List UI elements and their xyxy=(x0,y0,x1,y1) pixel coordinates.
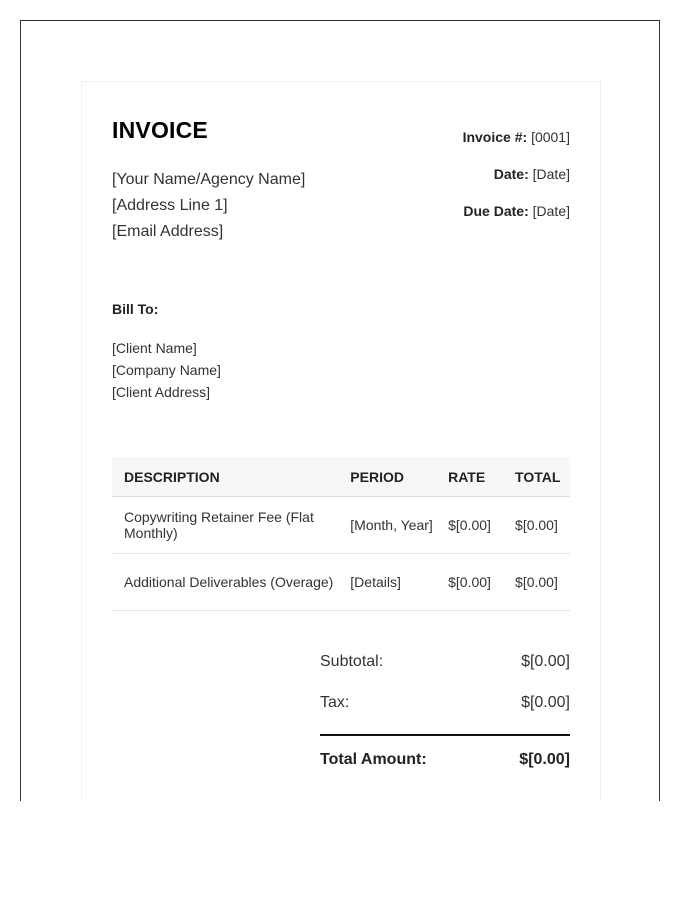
row-description: Additional Deliverables (Overage) xyxy=(112,554,338,611)
sender-block xyxy=(112,167,305,245)
invoice-date-row xyxy=(463,164,570,201)
sender-email: [Email Address] xyxy=(112,223,224,240)
header-description: DESCRIPTION xyxy=(112,457,338,497)
row-rate: $[0.00] xyxy=(436,497,503,554)
row-period: [Month, Year] xyxy=(338,497,436,554)
client-address: [Client Address] xyxy=(112,384,211,400)
table-header-row xyxy=(112,457,570,497)
subtotal-row xyxy=(320,650,570,691)
subtotal-value: $[0.00] xyxy=(521,653,570,670)
table-row xyxy=(112,497,570,554)
invoice-due-date-label: Due Date: xyxy=(463,203,529,219)
subtotal-label: Subtotal: xyxy=(320,653,384,670)
row-rate: $[0.00] xyxy=(436,554,503,611)
invoice-date-value: [Date] xyxy=(532,166,570,182)
sender-address: [Address Line 1] xyxy=(112,197,228,214)
company-name: [Company Name] xyxy=(112,362,221,378)
totals-block xyxy=(320,650,570,772)
sender-name: [Your Name/Agency Name] xyxy=(112,171,306,188)
invoice-title: INVOICE xyxy=(112,117,208,143)
total-amount-value: $[0.00] xyxy=(519,751,570,768)
invoice-date-label: Date: xyxy=(493,166,529,182)
invoice-due-date-row xyxy=(463,201,570,238)
tax-value: $[0.00] xyxy=(521,694,570,711)
tax-row xyxy=(320,691,570,732)
invoice-number-label: Invoice #: xyxy=(462,129,528,145)
line-items-table xyxy=(112,457,570,611)
bill-to-block xyxy=(112,337,221,403)
invoice-number-value: [0001] xyxy=(531,129,570,145)
client-name: [Client Name] xyxy=(112,340,197,356)
row-total: $[0.00] xyxy=(503,554,570,611)
totals-divider xyxy=(320,734,570,736)
row-description: Copywriting Retainer Fee (Flat Monthly) xyxy=(112,497,338,554)
header-total: TOTAL xyxy=(503,457,570,497)
header-period: PERIOD xyxy=(338,457,436,497)
tax-label: Tax: xyxy=(320,694,350,711)
row-period: [Details] xyxy=(338,554,436,611)
total-amount-label: Total Amount: xyxy=(320,751,427,768)
invoice-number-row xyxy=(463,127,570,164)
total-amount-row xyxy=(320,748,570,772)
row-total: $[0.00] xyxy=(503,497,570,554)
invoice-meta xyxy=(463,127,570,238)
invoice-due-date-value: [Date] xyxy=(532,203,570,219)
bill-to-heading: Bill To: xyxy=(112,301,159,317)
table-row xyxy=(112,554,570,611)
header-rate: RATE xyxy=(436,457,503,497)
